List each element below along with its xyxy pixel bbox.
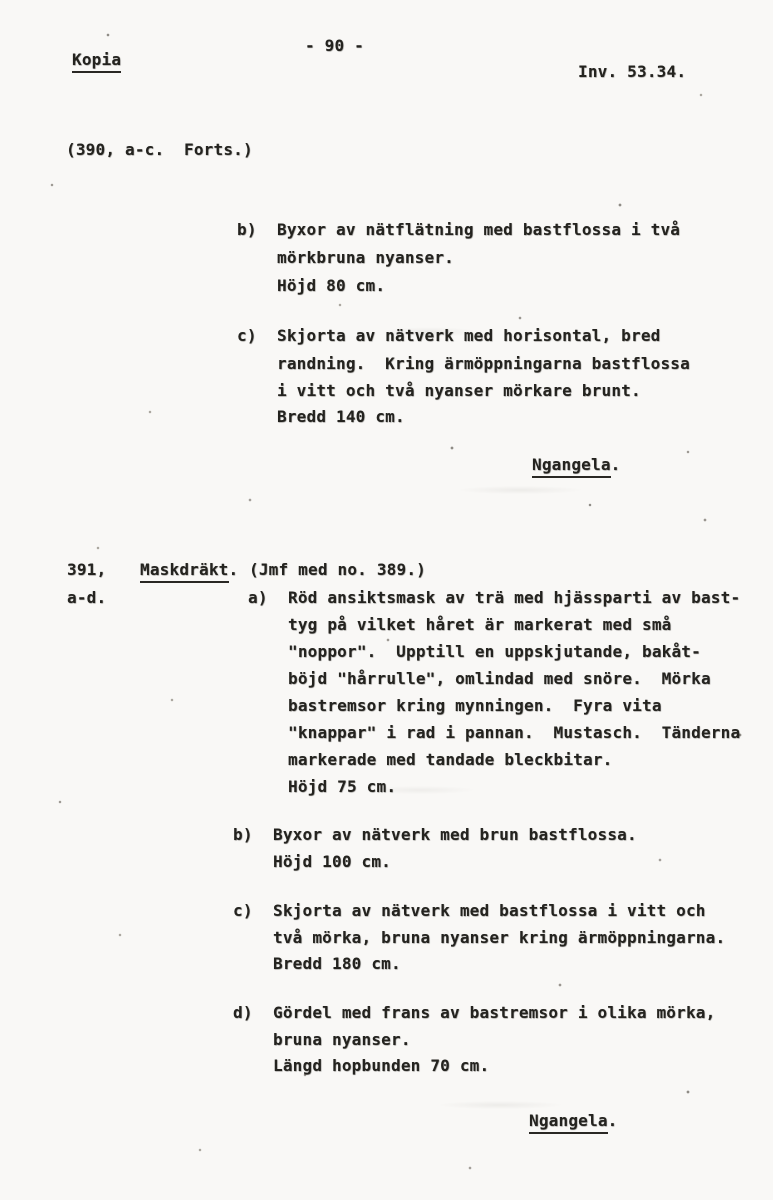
text-line: Bredd 140 cm. (277, 407, 405, 426)
inventory-number: Inv. 53.34. (578, 62, 687, 81)
attribution-period: . (610, 455, 621, 474)
text-line: Gördel med frans av bastremsor i olika mörka, (273, 1003, 716, 1022)
text-line: tyg på vilket håret är markerat med små (288, 615, 672, 634)
text-line: Höjd 100 cm. (273, 852, 391, 871)
attribution (532, 455, 621, 478)
entry-391-title (140, 560, 238, 583)
text-line: "knappar" i rad i pannan. Mustasch. Tänderna (288, 723, 741, 742)
text-line: två mörka, bruna nyanser kring ärmöppningarna. (273, 928, 726, 947)
entry-391-title-period: . (228, 560, 239, 579)
text-line: Byxor av nätverk med brun bastflossa. (273, 825, 637, 844)
attribution (529, 1111, 618, 1134)
text-line: mörkbruna nyanser. (277, 248, 454, 267)
text-line: Byxor av nätflätning med bastflossa i två (277, 220, 681, 239)
text-line: böjd "hårrulle", omlindad med snöre. Mörka (288, 669, 711, 688)
entry-391-title-text: Maskdräkt (140, 560, 229, 583)
attribution-text: Ngangela (529, 1111, 608, 1134)
item-letter: a) (248, 588, 268, 607)
entry-390-continuation: (390, a-c. Forts.) (66, 140, 253, 159)
text-line: Bredd 180 cm. (273, 954, 401, 973)
text-line: Röd ansiktsmask av trä med hjässparti av bast- (288, 588, 741, 607)
text-line: i vitt och två nyanser mörkare brunt. (277, 381, 641, 400)
text-line: bastremsor kring mynningen. Fyra vita (288, 696, 662, 715)
copy-label-text: Kopia (72, 50, 121, 73)
item-letter: b) (237, 220, 257, 239)
item-letter: b) (233, 825, 253, 844)
entry-391-reference: (Jmf med no. 389.) (249, 560, 426, 579)
text-line: Skjorta av nätverk med bastflossa i vitt och (273, 901, 706, 920)
text-line: randning. Kring ärmöppningarna bastflossa (277, 354, 690, 373)
text-line: Skjorta av nätverk med horisontal, bred (277, 326, 661, 345)
attribution-text: Ngangela (532, 455, 611, 478)
item-letter: c) (233, 901, 253, 920)
item-letter: d) (233, 1003, 253, 1022)
text-line: markerade med tandade bleckbitar. (288, 750, 613, 769)
text-line: Längd hopbunden 70 cm. (273, 1056, 490, 1075)
text-line: Höjd 75 cm. (288, 777, 397, 796)
entry-391-letter-range: a-d. (67, 588, 107, 607)
text-line: "noppor". Upptill en uppskjutande, bakåt- (288, 642, 701, 661)
text-line: bruna nyanser. (273, 1030, 411, 1049)
item-letter: c) (237, 326, 257, 345)
page-number: - 90 - (305, 36, 364, 55)
entry-391-number: 391, (67, 560, 107, 579)
copy-label (72, 50, 121, 73)
text-line: Höjd 80 cm. (277, 276, 386, 295)
attribution-period: . (607, 1111, 618, 1130)
